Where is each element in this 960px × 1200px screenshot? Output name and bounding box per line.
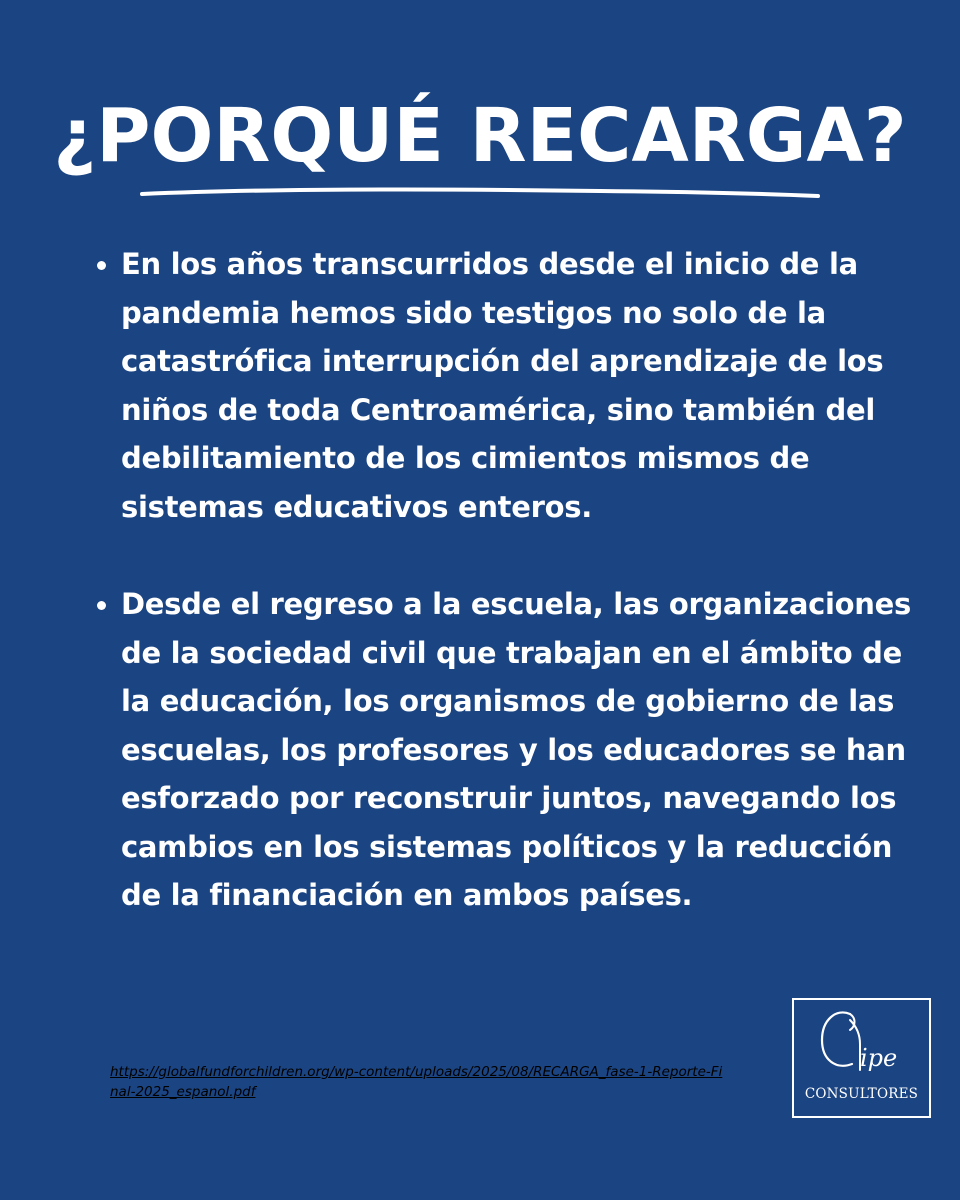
- bullet-list: [88, 240, 918, 920]
- cipe-logo: [792, 998, 931, 1118]
- bullet-item: [88, 240, 918, 531]
- bullet-dot: [97, 601, 106, 610]
- title-underline: [140, 185, 820, 201]
- bullet-text: Desde el regreso a la escuela, las organizaciones de la sociedad civil que trabajan en el ámbito de la educación, los organismos de gobierno de las escuelas, los profesores y los educadores se han esforzado por reconstruir juntos, navegando los cambios en los sistemas políticos y la reducción de la financiación en ambos países.: [121, 587, 911, 912]
- bullet-text: En los años transcurridos desde el inicio de la pandemia hemos sido testigos no solo de la catastrófica interrupción del aprendizaje de los niños de toda Centroamérica, sino también del debilitamiento de los cimientos mismos de sistemas educativos enteros.: [121, 247, 884, 524]
- bullet-dot: [97, 261, 106, 270]
- page-title: ¿PORQUÉ RECARGA?: [53, 93, 907, 179]
- logo-text: CONSULTORES: [804, 1086, 919, 1102]
- svg-text:ipe: ipe: [860, 1044, 898, 1072]
- cipe-logo-mark: [810, 1004, 910, 1080]
- bullet-item: [88, 580, 918, 920]
- source-link[interactable]: https://globalfundforchildren.org/wp-content/uploads/2025/08/RECARGA_fase-1-Reporte-Final-2025_espanol.pdf: [110, 1064, 723, 1100]
